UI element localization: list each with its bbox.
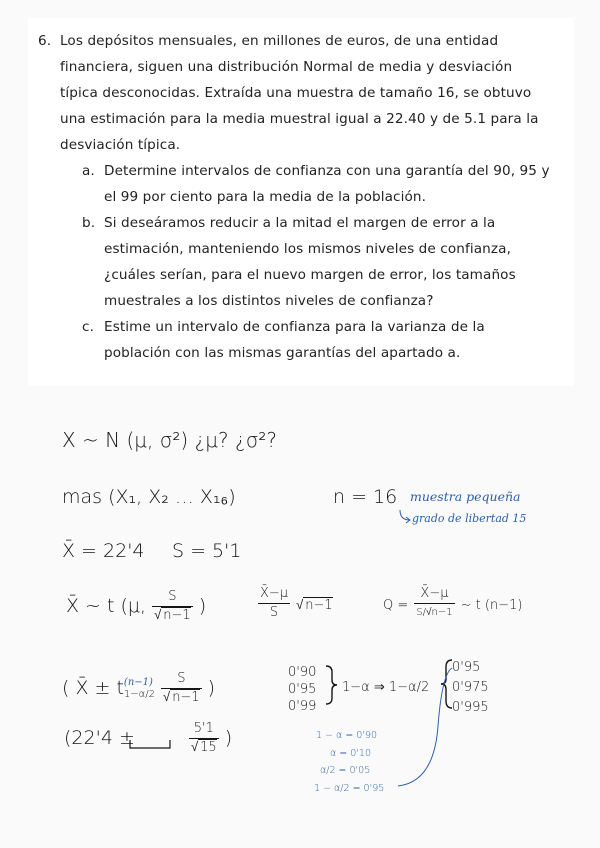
ci2-open: (22'4 ± xyxy=(64,727,135,749)
subitem-text: Si deseáramos reducir a la mitad el margen de error a la estimación, manteniendo los mismos niveles de confianza, ¿cuáles serían, para el nuevo margen de error, los tamaños muestrales a los distintos niveles de confianza? xyxy=(104,215,516,309)
annotation-arrowhead xyxy=(406,517,410,523)
ci2-fraction xyxy=(189,720,219,757)
root-radicand: n−1 xyxy=(163,608,191,623)
annotation-degrees-freedom: grado de libertad 15 xyxy=(412,512,527,525)
sample-std: S = 5'1 xyxy=(172,540,242,562)
subitem-letter: a. xyxy=(82,163,95,179)
q-label: Q = xyxy=(383,598,409,613)
annotation-arrow xyxy=(400,510,410,520)
calc-line-3: α/2 = 0'05 xyxy=(320,765,371,776)
confidence-interval-formula xyxy=(62,670,215,707)
fraction-numerator: S xyxy=(152,588,193,607)
confidence-levels xyxy=(288,664,316,715)
level-95: 0'95 xyxy=(288,682,317,697)
level-99: 0'99 xyxy=(288,699,317,714)
half-alpha-levels xyxy=(452,658,489,718)
ci-open: ( X̄ ± t xyxy=(62,677,124,699)
subitem-text: Determine intervalos de confianza con una garantía del 90, 95 y el 99 por ciento para la media de la población. xyxy=(104,163,550,205)
problem-text: Los depósitos mensuales, en millones de euros, de una entidad financiera, siguen una distribución Normal de media y desviación típica desconocidas. Extraída una muestra de tamaño 16, se obtuvo una estimación para la media muestral igual a 22.40 y de 5.1 para la desviación típica. xyxy=(60,33,539,153)
sample-mean: X̄ = 22'4 xyxy=(62,540,145,562)
ci-subscript: 1−α/2 xyxy=(123,688,155,700)
subitem-text: Estime un intervalo de confianza para la varianza de la población con las mismas garantías del apartado a. xyxy=(104,319,485,361)
fraction-denominator: √ n−1 xyxy=(154,608,191,623)
q-statistic xyxy=(383,585,522,622)
fraction-numerator: X̄−μ xyxy=(414,585,454,604)
annotation-small-sample: muestra pequeña xyxy=(410,489,521,504)
root-radicand: 15 xyxy=(200,740,217,755)
t-dist-fraction xyxy=(152,588,193,625)
pivot-statistic: $\frac{X̄-\mu}{S}$ √ n−1 xyxy=(260,586,333,620)
calc-line-2: α = 0'10 xyxy=(330,747,372,759)
fraction-numerator: X̄−μ xyxy=(258,585,290,604)
root-radicand: n−1 xyxy=(172,690,200,705)
t-distribution: X̄ ~ t (μ, $\frac{S}{√ n-1}$ ) xyxy=(66,589,207,623)
fraction-numerator: 5'1 xyxy=(189,720,219,739)
fraction-denominator: S xyxy=(269,605,279,620)
fraction-denominator: √ n−1 xyxy=(163,690,200,705)
pivot-fraction xyxy=(258,585,290,622)
one-minus-alpha: 1−α ⇒ 1−α/2 xyxy=(342,680,430,695)
subitem-letter: c. xyxy=(82,319,94,335)
q-distribution: ~ t (n−1) xyxy=(460,598,523,613)
alpha-calculation xyxy=(314,727,384,797)
calc-line-4: 1 − α/2 = 0'95 xyxy=(314,782,385,794)
subitem-letter: b. xyxy=(82,215,96,231)
ci-fraction xyxy=(161,670,202,707)
numeric-interval xyxy=(64,720,232,757)
ci-close: ) xyxy=(207,677,216,699)
half-level-975: 0'975 xyxy=(452,680,489,695)
right-brace xyxy=(326,666,337,704)
calc-line-1: 1 − α = 0'90 xyxy=(316,730,378,741)
root-radicand: n−1 xyxy=(305,598,333,613)
ci-superscript: (n−1) xyxy=(123,676,153,688)
q-fraction xyxy=(414,585,454,622)
fraction-numerator: S xyxy=(161,670,202,689)
problem-number: 6. xyxy=(38,33,52,49)
t-dist-left: X̄ ~ t (μ, xyxy=(66,595,147,617)
fraction-denominator: S/√n−1 xyxy=(416,607,453,618)
sample-line: mas (X₁, X₂ … X₁₆) xyxy=(62,486,236,508)
half-level-995: 0'995 xyxy=(452,700,489,715)
sample-size: n = 16 xyxy=(333,486,398,508)
half-level-95: 0'95 xyxy=(452,660,481,675)
level-90: 0'90 xyxy=(288,665,317,680)
left-brace xyxy=(441,660,452,708)
ci2-close: ) xyxy=(224,727,233,749)
distribution-line: X ~ N (μ, σ²) ¿μ? ¿σ²? xyxy=(62,428,278,452)
fraction-denominator: √ 15 xyxy=(190,740,217,755)
